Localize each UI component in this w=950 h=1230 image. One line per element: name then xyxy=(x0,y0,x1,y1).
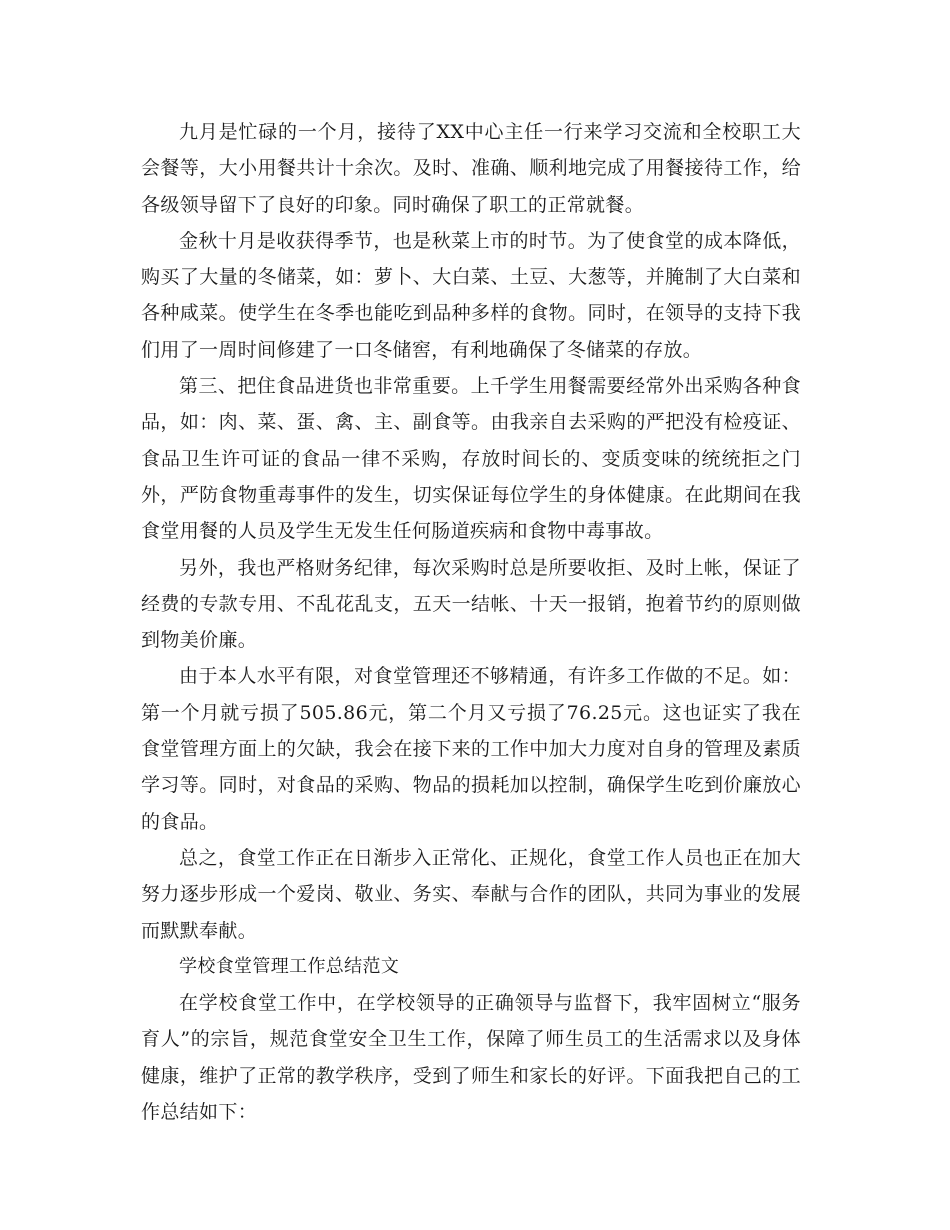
document-body xyxy=(141,114,801,1130)
paragraph-conclusion: 总之，食堂工作正在日渐步入正常化、正规化，食堂工作人员也正在加大努力逐步形成一个爱岗、敬业、务实、奉献与合作的团队，共同为事业的发展而默默奉献。 xyxy=(141,846,801,942)
paragraph-september: 九月是忙碌的一个月，接待了XX中心主任一行来学习交流和全校职工大会餐等，大小用餐共计十余次。及时、准确、顺利地完成了用餐接待工作，给各级领导留下了良好的印象。同时确保了职工的正常就餐。 xyxy=(141,121,801,216)
paragraph-october: 金秋十月是收获得季节，也是秋菜上市的时节。为了使食堂的成本降低，购买了大量的冬储菜，如：萝卜、大白菜、土豆、大葱等，并腌制了大白菜和各种咸菜。使学生在冬季也能吃到品种多样的食物。同时，在领导的支持下我们用了一周时间修建了一口冬储窖，有利地确保了冬储菜的存放。 xyxy=(141,229,801,361)
paragraph-finance: 另外，我也严格财务纪律，每次采购时总是所要收拒、及时上帐，保证了经费的专款专用、不乱花乱支，五天一结帐、十天一报销，抱着节约的原则做到物美价廉。 xyxy=(141,556,801,652)
paragraph-intro: 在学校食堂工作中，在学校领导的正确领导与监督下，我牢固树立“服务育人”的宗旨，规范食堂安全卫生工作，保障了师生员工的生活需求以及身体健康，维护了正常的教学秩序，受到了师生和家长的好评。下面我把自己的工作总结如下： xyxy=(141,992,801,1124)
paragraph-shortcomings: 由于本人水平有限，对食堂管理还不够精通，有许多工作做的不足。如：第一个月就亏损了505.86元，第二个月又亏损了76.25元。这也证实了我在食堂管理方面上的欠缺，我会在接下来的工作中加大力度对自身的管理及素质学习等。同时，对食品的采购、物品的损耗加以控制，确保学生吃到价廉放心的食品。 xyxy=(141,665,801,833)
paragraph-food-purchasing: 第三、把住食品进货也非常重要。上千学生用餐需要经常外出采购各种食品，如：肉、菜、蛋、禽、主、副食等。由我亲自去采购的严把没有检疫证、食品卫生许可证的食品一律不采购，存放时间长的、变质变味的统统拒之门外，严防食物重毒事件的发生，切实保证每位学生的身体健康。在此期间在我食堂用餐的人员及学生无发生任何肠道疾病和食物中毒事故。 xyxy=(141,375,801,543)
section-title: 学校食堂管理工作总结范文 xyxy=(179,955,400,977)
